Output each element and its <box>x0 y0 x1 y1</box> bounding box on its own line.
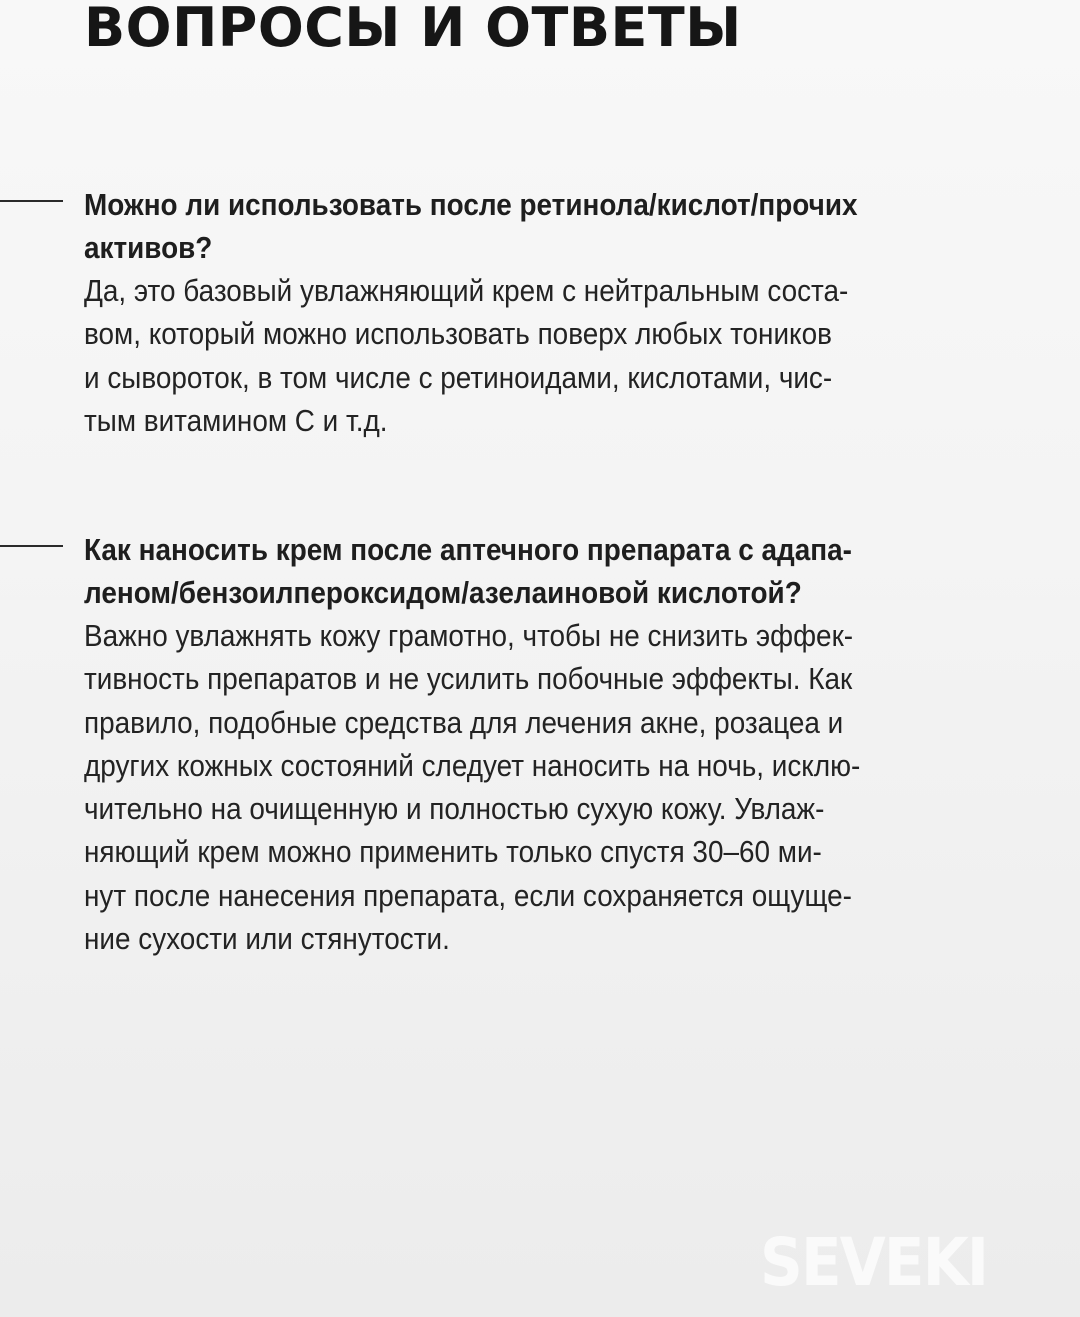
answer-text <box>84 614 1034 960</box>
answer-line: ние сухости или стянутости. <box>84 921 450 957</box>
question-line: Можно ли использовать после ретинола/кислот/прочих <box>84 187 858 222</box>
answer-line: правило, подобные средства для лечения акне, розацеа и <box>84 704 844 740</box>
qa-item-adapalene <box>84 528 1034 960</box>
question-line: активов? <box>84 230 213 265</box>
qa-item-retinol <box>84 183 1034 442</box>
question-text <box>84 183 1034 269</box>
answer-line: других кожных состояний следует наносить на ночь, исклю- <box>84 747 861 783</box>
question-line: леном/бензоилпероксидом/азелаиновой кислотой? <box>84 575 802 610</box>
question-text <box>84 528 1034 614</box>
answer-line: чительно на очищенную и полностью сухую кожу. Увлаж- <box>84 791 825 827</box>
dash-marker <box>0 200 63 202</box>
dash-marker <box>0 545 63 547</box>
answer-line: и сывороток, в том числе с ретиноидами, кислотами, чис- <box>84 359 833 395</box>
answer-line: вом, который можно использовать поверх любых тоников <box>84 316 832 352</box>
brand-watermark: SEVEKI <box>760 1224 988 1301</box>
answer-line: нут после нанесения препарата, если сохраняется ощуще- <box>84 877 852 913</box>
question-line: Как наносить крем после аптечного препарата с адапа- <box>84 532 852 567</box>
answer-text <box>84 269 1034 442</box>
page-title: ВОПРОСЫ И ОТВЕТЫ <box>84 0 742 59</box>
answer-line: Важно увлажнять кожу грамотно, чтобы не снизить эффек- <box>84 618 854 653</box>
answer-line: няющий крем можно применить только спустя 30–60 ми- <box>84 834 822 870</box>
answer-line: Да, это базовый увлажняющий крем с нейтральным соста- <box>84 273 849 308</box>
answer-line: тивность препаратов и не усилить побочные эффекты. Как <box>84 661 853 697</box>
answer-line: тым витамином С и т.д. <box>84 402 388 438</box>
